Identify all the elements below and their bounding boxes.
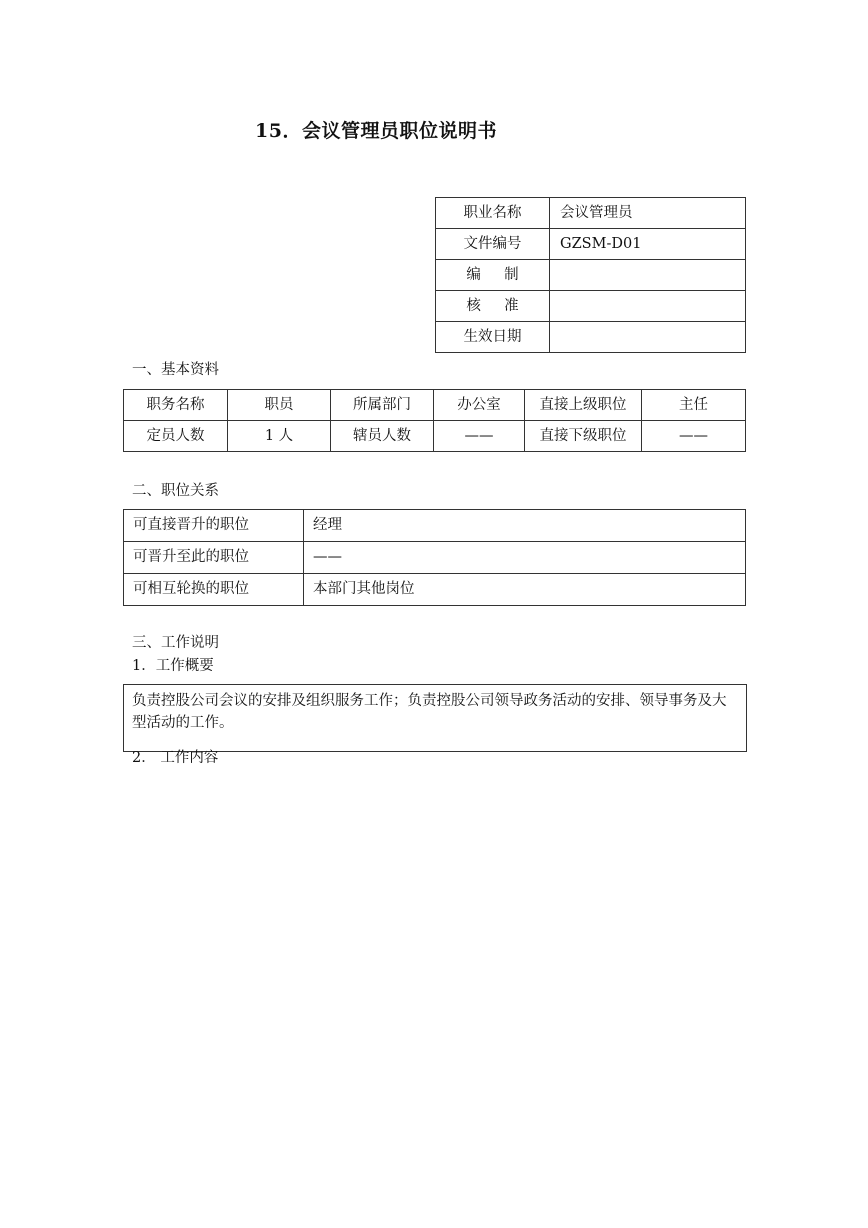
meta-label: 核准 [466, 297, 542, 314]
relation-label: 可相互轮换的职位 [124, 574, 304, 606]
table-cell: 辖员人数 [331, 421, 434, 452]
subheading-job-summary: 1．工作概要 [132, 658, 214, 674]
table-row [124, 542, 746, 574]
table-cell: —— [642, 421, 746, 452]
table-row [124, 574, 746, 606]
relation-label: 可晋升至此的职位 [124, 542, 304, 574]
table-cell: 直接下级职位 [525, 421, 642, 452]
meta-label-cell [436, 260, 550, 291]
document-meta-table [435, 197, 746, 353]
meta-row [436, 198, 746, 229]
table-cell: 职员 [228, 390, 331, 421]
job-summary-box: 负责控股公司会议的安排及组织服务工作；负责控股公司领导政务活动的安排、领导事务及大型活动的工作。 [123, 684, 747, 752]
meta-label-cell [436, 291, 550, 322]
table-cell: 定员人数 [124, 421, 228, 452]
table-cell: 1 人 [228, 421, 331, 452]
table-cell: 职务名称 [124, 390, 228, 421]
meta-value: GZSM-D01 [550, 229, 746, 260]
table-cell: 主任 [642, 390, 746, 421]
section-heading-job-description: 三、工作说明 [132, 635, 219, 651]
meta-row [436, 229, 746, 260]
relation-value: 本部门其他岗位 [304, 574, 746, 606]
position-relations-table [123, 509, 746, 606]
table-row [124, 421, 746, 452]
meta-value: 会议管理员 [550, 198, 746, 229]
meta-value [550, 322, 746, 353]
table-row [124, 390, 746, 421]
relation-value: —— [304, 542, 746, 574]
meta-label: 文件编号 [436, 229, 550, 260]
table-cell: 所属部门 [331, 390, 434, 421]
document-title: 15．会议管理员职位说明书 [255, 120, 497, 142]
section-heading-basic-info: 一、基本资料 [132, 362, 219, 378]
section-heading-position-relations: 二、职位关系 [132, 483, 219, 499]
meta-label: 编制 [466, 266, 542, 283]
meta-value [550, 291, 746, 322]
meta-row [436, 291, 746, 322]
meta-row [436, 260, 746, 291]
meta-label: 生效日期 [436, 322, 550, 353]
table-cell: —— [434, 421, 525, 452]
subheading-job-content: 2． 工作内容 [132, 750, 219, 766]
relation-label: 可直接晋升的职位 [124, 510, 304, 542]
meta-value [550, 260, 746, 291]
relation-value: 经理 [304, 510, 746, 542]
basic-info-table [123, 389, 746, 452]
meta-row [436, 322, 746, 353]
table-row [124, 510, 746, 542]
table-cell: 直接上级职位 [525, 390, 642, 421]
table-cell: 办公室 [434, 390, 525, 421]
meta-label: 职业名称 [436, 198, 550, 229]
